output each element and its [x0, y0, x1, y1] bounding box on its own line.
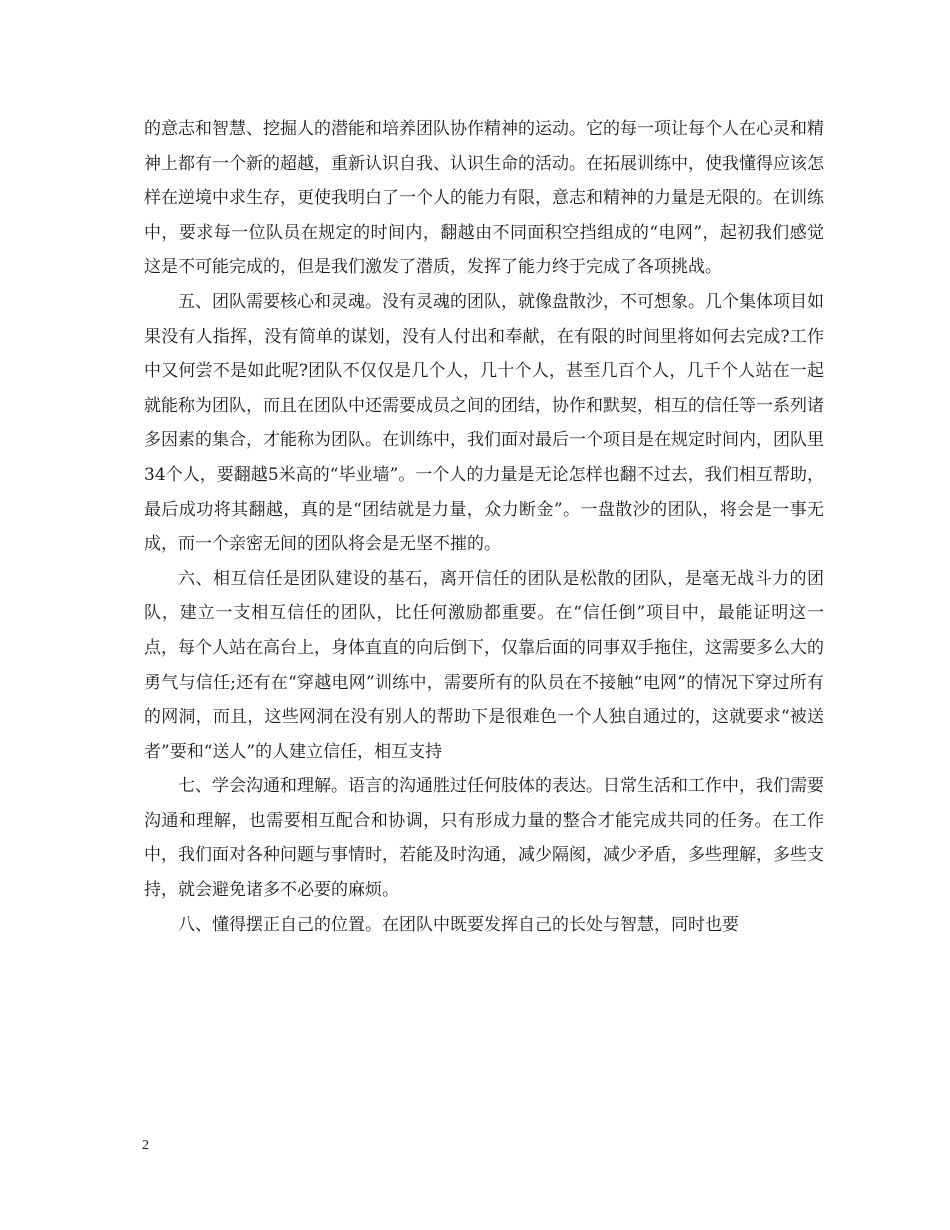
- page-number: 2: [142, 1138, 149, 1153]
- paragraph-point-five: 五、团队需要核心和灵魂。没有灵魂的团队，就像盘散沙，不可想象。几个集体项目如果没有人指挥，没有简单的谋划，没有人付出和奉献，在有限的时间里将如何去完成?工作中又何尝不是如此呢?团队不仅仅是几个人，几十个人，甚至几百个人，几千个人站在一起就能称为团队，而且在团队中还需要成员之间的团结，协作和默契，相互的信任等一系列诸多因素的集合，才能称为团队。在训练中，我们面对最后一个项目是在规定时间内，团队里34个人，要翻越5米高的“毕业墙”。一个人的力量是无论怎样也翻不过去，我们相互帮助，最后成功将其翻越，真的是“团结就是力量，众力断金”。一盘散沙的团队，将会是一事无成，而一个亲密无间的团队将会是无坚不摧的。: [144, 291, 824, 555]
- paragraph-point-seven: 七、学会沟通和理解。语言的沟通胜过任何肢体的表达。日常生活和工作中，我们需要沟通和理解，也需要相互配合和协调，只有形成力量的整合才能完成共同的任务。在工作中，我们面对各种问题与事情时，若能及时沟通，减少隔阂，减少矛盾，多些理解，多些支持，就会避免诸多不必要的麻烦。: [144, 776, 824, 901]
- paragraph-point-eight: 八、懂得摆正自己的位置。在团队中既要发挥自己的长处与智慧，同时也要: [178, 914, 739, 935]
- paragraph-intro-continuation: 的意志和智慧、挖掘人的潜能和培养团队协作精神的运动。它的每一项让每个人在心灵和精神上都有一个新的超越，重新认识自我、认识生命的活动。在拓展训练中，使我懂得应该怎样在逆境中求生存，更使我明白了一个人的能力有限，意志和精神的力量是无限的。在训练中，要求每一位队员在规定的时间内，翻越由不同面积空挡组成的“电网”，起初我们感觉这是不可能完成的，但是我们激发了潜质，发挥了能力终于完成了各项挑战。: [144, 119, 824, 278]
- paragraph-point-six: 六、相互信任是团队建设的基石，离开信任的团队是松散的团队，是毫无战斗力的团队，建立一支相互信任的团队，比任何激励都重要。在“信任倒”项目中，最能证明这一点，每个人站在高台上，身体直直的向后倒下，仅靠后面的同事双手拖住，这需要多么大的勇气与信任;还有在“穿越电网”训练中，需要所有的队员在不接触“电网”的情况下穿过所有的网洞，而且，这些网洞在没有别人的帮助下是很难色一个人独自通过的，这就要求“被送者”要和“送人”的人建立信任，相互支持: [144, 568, 824, 762]
- document-body: [144, 112, 824, 942]
